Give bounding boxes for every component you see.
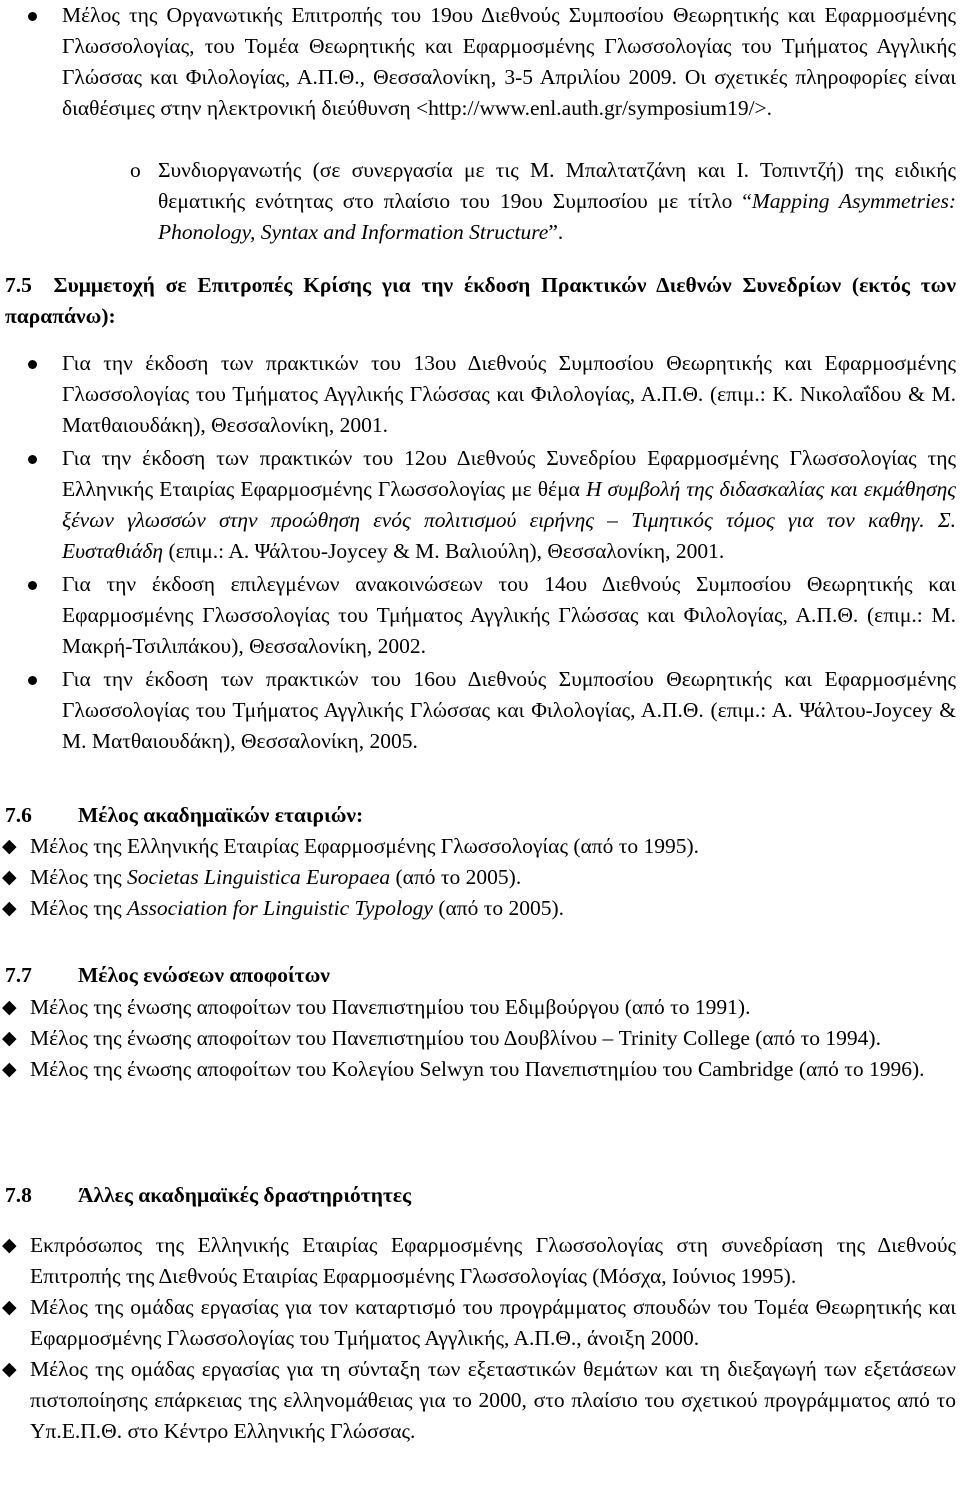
- sub-item-title: Mapping Asymmetries: Phonology, Syntax and Information Structure: [158, 189, 956, 244]
- list-item: [2, 893, 956, 924]
- bullet-dot-icon: [28, 581, 37, 590]
- list-item-text: Μέλος της: [30, 896, 127, 920]
- section-heading-7-6: [5, 800, 956, 831]
- bullet-dot-icon: [28, 12, 37, 21]
- list-item: [2, 1230, 956, 1292]
- list-item-text: Εκπρόσωπος της Ελληνικής Εταιρίας Εφαρμοσμένης Γλωσσολογίας στη συνεδρίαση της Διεθνούς Επιτροπής της Διεθνούς Εταιρίας Εφαρμοσμένης Γλωσσολογίας (Μόσχα, Ιούνιος 1995).: [30, 1233, 956, 1288]
- list-item-text: Μέλος της: [30, 865, 127, 889]
- list-item-text: Μέλος της ομάδας εργασίας για τον καταρτισμό του προγράμματος σπουδών του Τομέα Θεωρητικής και Εφαρμοσμένης Γλωσσολογίας του Τμήματος Αγγλικής, Α.Π.Θ., άνοιξη 2000.: [30, 1295, 956, 1350]
- section-number: 7.8: [5, 1183, 32, 1207]
- sub-list-item: [130, 155, 956, 248]
- diamond-bullet-icon: ◆: [2, 1297, 17, 1318]
- list-item-italic: Association for Linguistic Typology: [126, 896, 433, 920]
- list-item-text: Μέλος της ένωσης αποφοίτων του Πανεπιστημίου του Εδιμβούργου (από το 1991).: [30, 995, 751, 1019]
- section-title: Συμμετοχή σε Επιτροπές Κρίσης για την έκδοση Πρακτικών Διεθνών Συνεδρίων (εκτός των παραπάνω):: [5, 273, 956, 328]
- circle-bullet-icon: o: [130, 158, 141, 182]
- section-number: 7.6: [5, 803, 32, 827]
- list-item: [2, 831, 956, 862]
- list-item-text: Μέλος της Ελληνικής Εταιρίας Εφαρμοσμένης Γλωσσολογίας (από το 1995).: [30, 834, 700, 858]
- list-item-text: Για την έκδοση των πρακτικών του 16ου Διεθνούς Συμποσίου Θεωρητικής και Εφαρμοσμένης Γλωσσολογίας του Τμήματος Αγγλικής Γλώσσας και Φιλολογίας, Α.Π.Θ. (επιμ.: Α. Ψάλτου-Joycey & Μ. Ματθαιουδάκη), Θεσσαλονίκη, 2005.: [62, 667, 956, 753]
- list-item-italic: Η συμβολή της διδασκαλίας και εκμάθησης ξένων γλωσσών στην προώθηση ενός πολιτισμού ειρήνης – Τιμητικός τόμος για τον καθηγ. Σ. Ευσταθιάδη: [62, 477, 956, 563]
- diamond-bullet-icon: ◆: [2, 1359, 17, 1380]
- list-item-italic: Societas Linguistica Europaea: [126, 865, 391, 889]
- bullet-dot-icon: [28, 360, 37, 369]
- list-item-text-end: (από το 2005).: [432, 896, 565, 920]
- section-heading-7-5: [5, 270, 956, 332]
- diamond-bullet-icon: ◆: [2, 997, 17, 1018]
- list-item: [2, 1292, 956, 1354]
- section-number: 7.5: [5, 273, 32, 297]
- sub-item-text: Συνδιοργανωτής (σε συνεργασία με τις Μ. Μπαλτατζάνη και Ι. Τοπιντζή) της ειδικής θεματικής ενότητας στο πλαίσιο του 19ου Συμποσίου με τίτλο “: [158, 158, 956, 213]
- section-7-8-list: [2, 1230, 956, 1447]
- list-item: [2, 1354, 956, 1447]
- list-item: [62, 348, 956, 441]
- list-item: [2, 1023, 956, 1054]
- bullet-dot-icon: [28, 676, 37, 685]
- list-item-text: Για την έκδοση επιλεγμένων ανακοινώσεων του 14ου Διεθνούς Συμποσίου Θεωρητικής και Εφαρμοσμένης Γλωσσολογίας του Τμήματος Αγγλικής Γλώσσας και Φιλολογίας, Α.Π.Θ. (επιμ.: Μ. Μακρή-Τσιλιπάκου), Θεσσαλονίκη, 2002.: [62, 572, 956, 658]
- list-item-text: Μέλος της Οργανωτικής Επιτροπής του 19ου Διεθνούς Συμποσίου Θεωρητικής και Εφαρμοσμένης Γλωσσολογίας, του Τομέα Θεωρητικής και Εφαρμοσμένης Γλωσσολογίας του Τμήματος Αγγλικής Γλώσσας και Φιλολογίας, Α.Π.Θ., Θεσσαλονίκη, 3-5 Απριλίου 2009. Οι σχετικές πληροφορίες είναι διαθέσιμες στην ηλεκτρονική διεύθυνση <http://www.enl.auth.gr/symposium19/>.: [62, 3, 956, 120]
- list-item: [62, 664, 956, 757]
- section-7-5-list: [62, 348, 956, 757]
- list-item: [2, 862, 956, 893]
- diamond-bullet-icon: ◆: [2, 1028, 17, 1049]
- list-item: [62, 569, 956, 662]
- list-item-text: Μέλος της ομάδας εργασίας για τη σύνταξη των εξεταστικών θεμάτων και τη διεξαγωγή των εξετάσεων πιστοποίησης επάρκειας της ελληνομάθειας για το 2000, στο πλαίσιο του σχετικού προγράμματος από το Υπ.Ε.Π.Θ. στο Κέντρο Ελληνικής Γλώσσας.: [30, 1357, 956, 1443]
- list-item-text-end: (επιμ.: Α. Ψάλτου-Joycey & Μ. Βαλιούλη), Θεσσαλονίκη, 2001.: [163, 539, 725, 563]
- diamond-bullet-icon: ◆: [2, 1235, 17, 1256]
- section-title: Μέλος ενώσεων αποφοίτων: [78, 963, 330, 987]
- list-item: [62, 443, 956, 567]
- top-bullet-list: [62, 0, 956, 124]
- list-item: [2, 1054, 956, 1085]
- diamond-bullet-icon: ◆: [2, 836, 17, 857]
- list-item-text: Μέλος της ένωσης αποφοίτων του Πανεπιστημίου του Δουβλίνου – Trinity College (από το 1994).: [30, 1026, 881, 1050]
- bullet-dot-icon: [28, 455, 37, 464]
- section-title: Άλλες ακαδημαϊκές δραστηριότητες: [78, 1183, 412, 1207]
- list-item-text-end: (από το 2005).: [390, 865, 522, 889]
- list-item: [2, 992, 956, 1023]
- section-title: Μέλος ακαδημαϊκών εταιριών:: [78, 803, 364, 827]
- diamond-bullet-icon: ◆: [2, 867, 17, 888]
- section-number: 7.7: [5, 963, 32, 987]
- diamond-bullet-icon: ◆: [2, 1059, 17, 1080]
- sub-item-end: ”.: [548, 220, 564, 244]
- list-item-text: Για την έκδοση των πρακτικών του 12ου Διεθνούς Συνεδρίου Εφαρμοσμένης Γλωσσολογίας της Ελληνικής Εταιρίας Εφαρμοσμένης Γλωσσολογίας με θέμα: [62, 446, 956, 501]
- sub-list: [130, 155, 956, 248]
- section-heading-7-8: [5, 1180, 956, 1211]
- list-item-text: Για την έκδοση των πρακτικών του 13ου Διεθνούς Συμποσίου Θεωρητικής και Εφαρμοσμένης Γλωσσολογίας του Τμήματος Αγγλικής Γλώσσας και Φιλολογίας, Α.Π.Θ. (επιμ.: Κ. Νικολαΐδου & Μ. Ματθαιουδάκη), Θεσσαλονίκη, 2001.: [62, 351, 956, 437]
- section-7-7-list: [2, 992, 956, 1085]
- list-item: [62, 0, 956, 124]
- diamond-bullet-icon: ◆: [2, 898, 17, 919]
- list-item-text: Μέλος της ένωσης αποφοίτων του Κολεγίου Selwyn του Πανεπιστημίου του Cambridge (από το 1996).: [30, 1057, 925, 1081]
- section-heading-7-7: [5, 960, 956, 991]
- section-7-6-list: [2, 831, 956, 924]
